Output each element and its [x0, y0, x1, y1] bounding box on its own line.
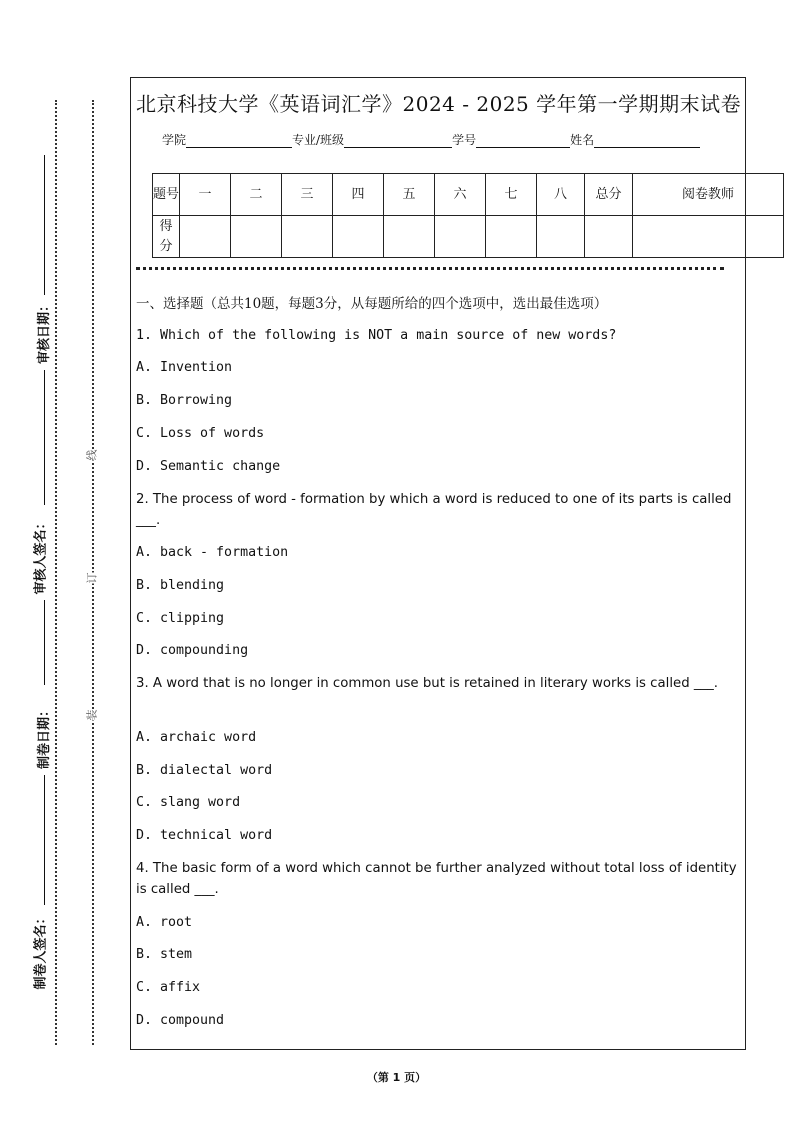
- header-cell: 一: [180, 174, 231, 216]
- college-input[interactable]: [186, 133, 292, 148]
- major-class-label: 专业/班级: [292, 133, 345, 147]
- student-info-fields: [162, 131, 700, 148]
- option: D. Semantic change: [136, 459, 281, 474]
- score-cell[interactable]: [282, 216, 333, 258]
- preparer-signature-label: 制卷人签名：: [33, 911, 49, 990]
- score-cell[interactable]: [435, 216, 486, 258]
- option: D. compounding: [136, 643, 249, 658]
- header-cell: 五: [384, 174, 435, 216]
- page-number: （第 1 页）: [366, 1071, 427, 1084]
- student-id-input[interactable]: [476, 133, 570, 148]
- header-cell: 八: [537, 174, 585, 216]
- option: C. slang word: [136, 795, 241, 810]
- review-date-label: 审核日期：: [37, 298, 53, 365]
- header-cell: 二: [231, 174, 282, 216]
- option: A. back - formation: [136, 545, 289, 560]
- score-table: [152, 173, 784, 258]
- prepare-date-label: 制卷日期：: [37, 703, 53, 770]
- option: B. Borrowing: [136, 393, 233, 408]
- score-cell[interactable]: [633, 216, 784, 258]
- question-text: 4. The basic form of a word which cannot be further analyzed without total loss of identity is called ___.: [136, 861, 737, 897]
- signature-line: [44, 155, 45, 295]
- major-class-input[interactable]: [344, 133, 452, 148]
- option: C. Loss of words: [136, 426, 265, 441]
- option: A. archaic word: [136, 730, 257, 745]
- option: A. Invention: [136, 360, 233, 375]
- score-table-score-row: [153, 216, 784, 258]
- name-label: 姓名: [570, 133, 595, 147]
- option: B. blending: [136, 578, 225, 593]
- option: D. compound: [136, 1013, 225, 1028]
- signature-line: [44, 775, 45, 905]
- reviewer-signature-label: 审核人签名：: [33, 516, 49, 595]
- option: D. technical word: [136, 828, 273, 843]
- score-cell[interactable]: [180, 216, 231, 258]
- score-table-header-row: [153, 174, 784, 216]
- score-cell[interactable]: [384, 216, 435, 258]
- signature-line: [44, 370, 45, 505]
- score-row-label: 得分: [153, 216, 180, 258]
- exam-title: 北京科技大学《英语词汇学》2024 - 2025 学年第一学期期末试卷: [136, 92, 742, 116]
- college-label: 学院: [162, 133, 187, 147]
- cut-mark-bind: 装: [85, 709, 99, 721]
- option: B. stem: [136, 947, 193, 962]
- header-cell: 三: [282, 174, 333, 216]
- option: A. root: [136, 915, 193, 930]
- signature-line: [44, 600, 45, 685]
- cut-mark-order: 订: [85, 572, 99, 584]
- score-cell[interactable]: [537, 216, 585, 258]
- header-cell: 六: [435, 174, 486, 216]
- score-cell[interactable]: [333, 216, 384, 258]
- name-input[interactable]: [594, 133, 700, 148]
- student-id-label: 学号: [452, 133, 477, 147]
- question-text: 2. The process of word - formation by which a word is reduced to one of its parts is called ___.: [136, 492, 732, 528]
- cut-mark-line: 线: [85, 449, 99, 461]
- header-cell: 七: [486, 174, 537, 216]
- separator-dotted-line: [136, 267, 724, 270]
- question-text: 3. A word that is no longer in common use but is retained in literary works is called ___.: [136, 676, 719, 691]
- option: C. affix: [136, 980, 201, 995]
- score-cell[interactable]: [486, 216, 537, 258]
- header-cell: 题号: [153, 174, 180, 216]
- score-cell[interactable]: [585, 216, 633, 258]
- binding-dotted-line-outer: [55, 100, 57, 1045]
- question-text: 1. Which of the following is NOT a main source of new words?: [136, 328, 617, 343]
- header-cell: 四: [333, 174, 384, 216]
- option: C. clipping: [136, 611, 225, 626]
- section-heading: 一、选择题（总共10题，每题3分，从每题所给的四个选项中，选出最佳选项）: [136, 296, 608, 312]
- score-cell[interactable]: [231, 216, 282, 258]
- header-cell: 阅卷教师: [633, 174, 784, 216]
- option: B. dialectal word: [136, 763, 273, 778]
- header-cell: 总分: [585, 174, 633, 216]
